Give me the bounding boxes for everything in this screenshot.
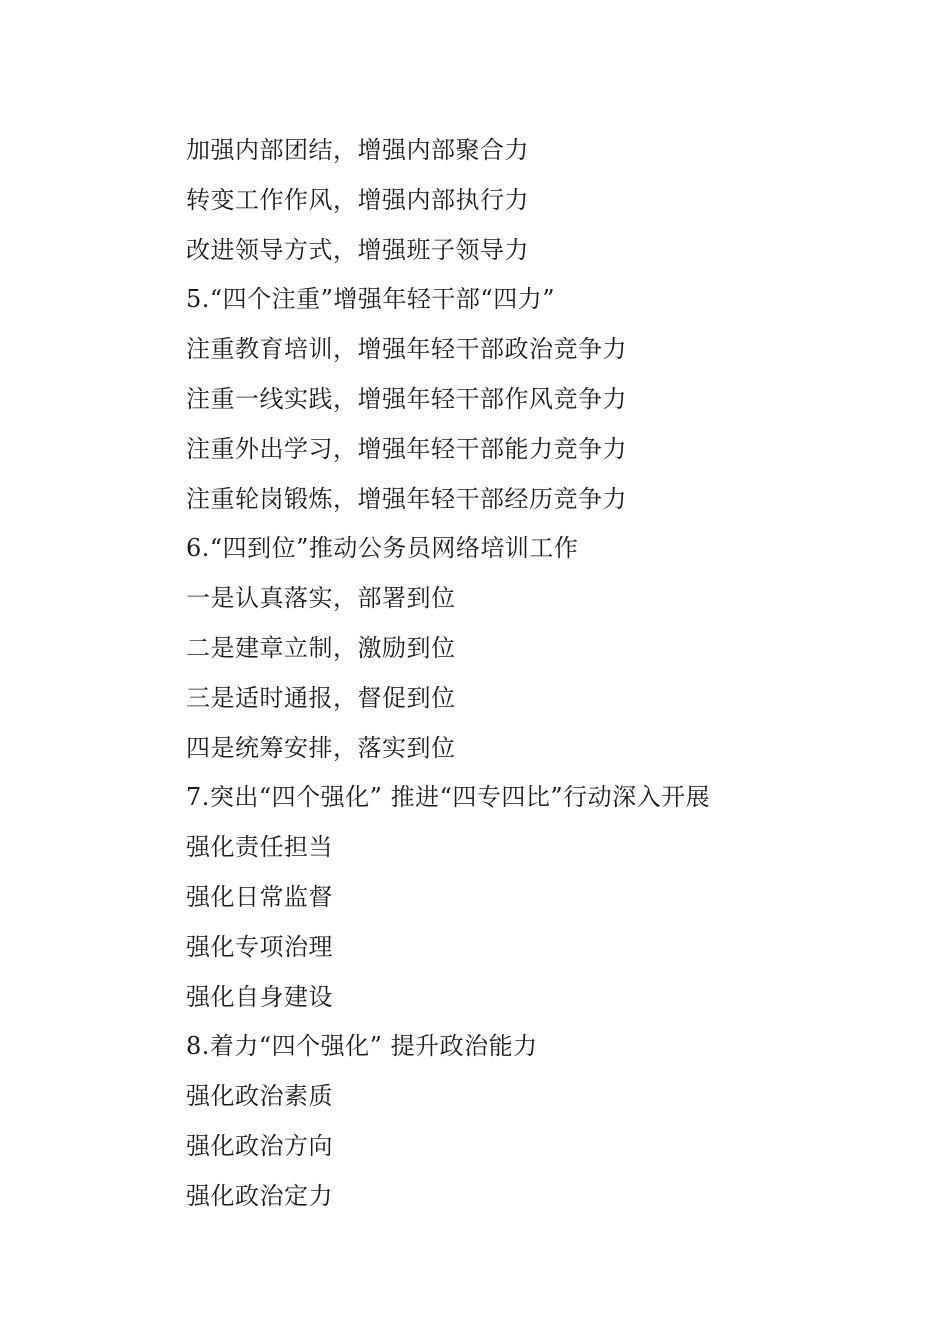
text-line: 一是认真落实，部署到位	[186, 584, 456, 613]
section-heading: 5.“四个注重”增强年轻干部“四力”	[186, 285, 555, 314]
text-line: 强化政治素质	[186, 1082, 333, 1111]
text-line: 注重外出学习，增强年轻干部能力竞争力	[186, 434, 627, 463]
section-heading: 8.着力“四个强化” 提升政治能力	[186, 1032, 538, 1061]
text-line: 注重轮岗锻炼，增强年轻干部经历竞争力	[186, 484, 627, 513]
text-line: 加强内部团结，增强内部聚合力	[186, 136, 529, 164]
text-line: 二是建章立制，激励到位	[186, 633, 456, 662]
document-body	[186, 126, 886, 1222]
text-line: 强化政治方向	[186, 1131, 333, 1160]
section-heading: 6.“四到位”推动公务员网络培训工作	[186, 534, 579, 563]
text-line: 强化日常监督	[186, 882, 333, 911]
text-line: 三是适时通报，督促到位	[186, 683, 456, 712]
text-line: 强化责任担当	[186, 833, 333, 862]
text-line: 强化自身建设	[186, 982, 333, 1011]
text-line: 四是统筹安排，落实到位	[186, 733, 456, 762]
text-line: 强化专项治理	[186, 932, 333, 961]
text-line: 强化政治定力	[186, 1181, 333, 1210]
text-line: 转变工作作风，增强内部执行力	[186, 185, 529, 214]
section-heading: 7.突出“四个强化” 推进“四专四比”行动深入开展	[186, 783, 711, 812]
text-line: 改进领导方式，增强班子领导力	[186, 235, 529, 264]
text-line: 注重教育培训，增强年轻干部政治竞争力	[186, 335, 627, 364]
text-line: 注重一线实践，增强年轻干部作风竞争力	[186, 384, 627, 413]
